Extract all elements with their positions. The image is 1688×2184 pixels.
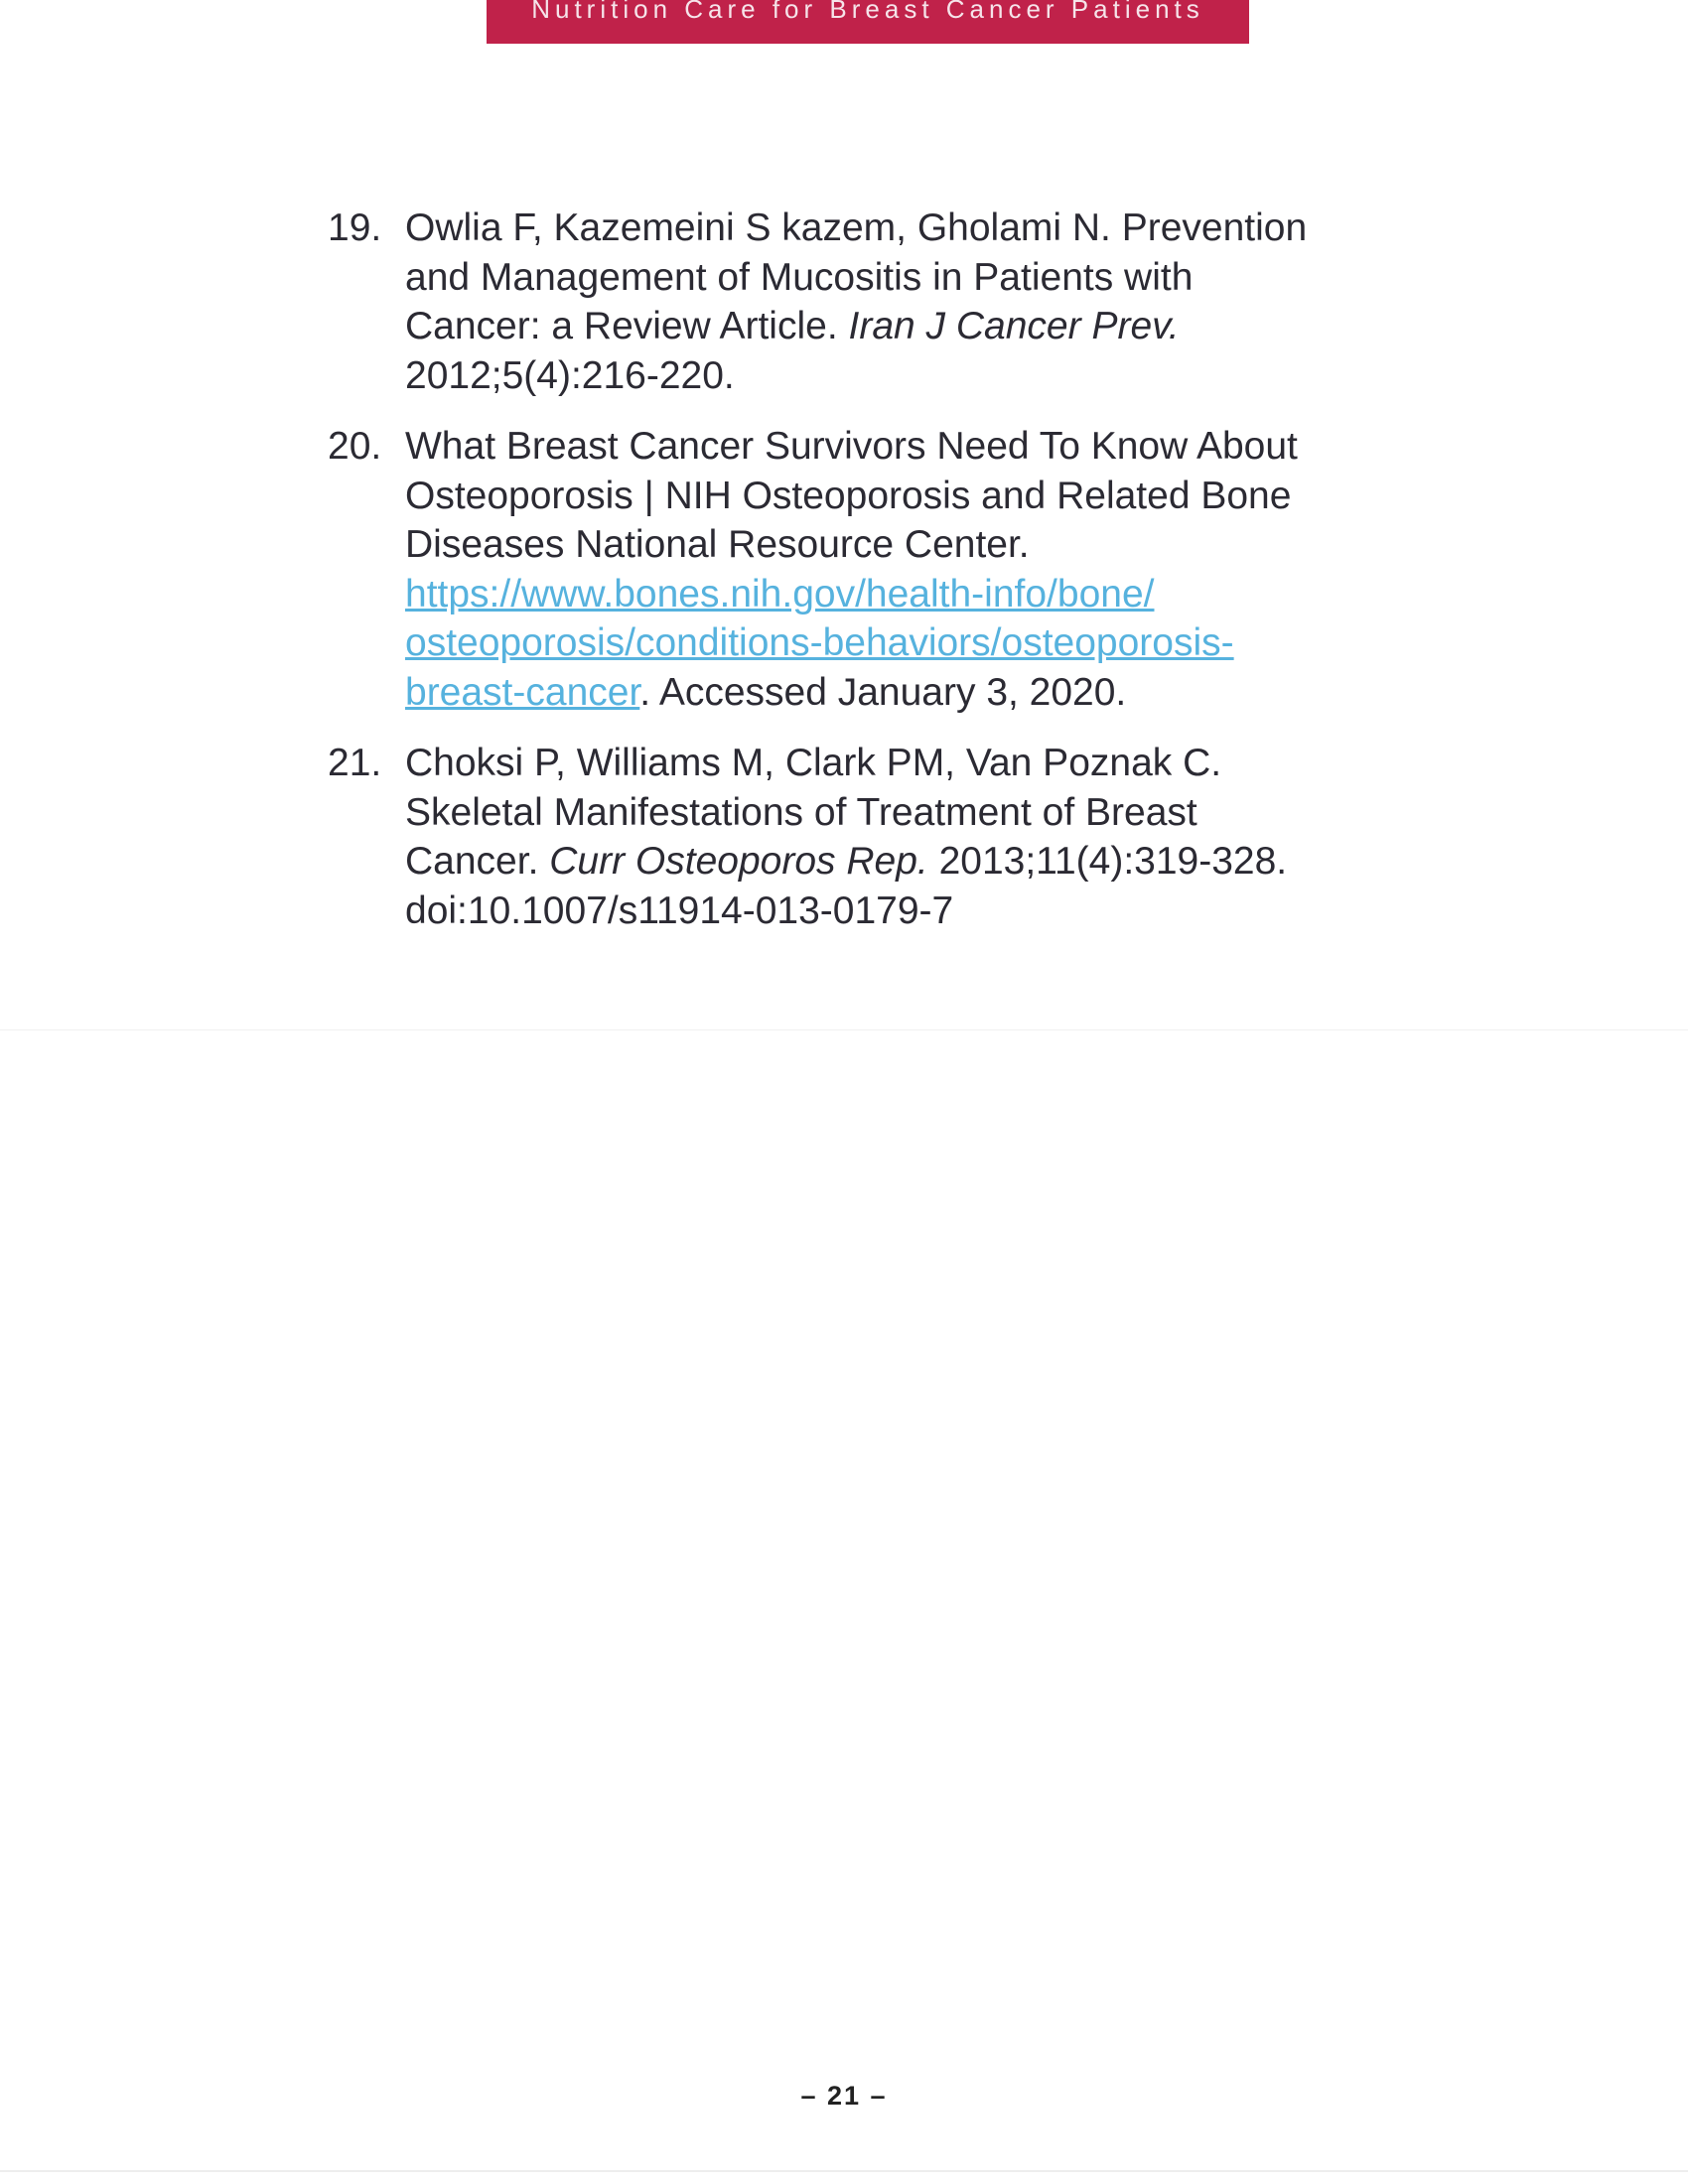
- scan-divider: [0, 1029, 1688, 1030]
- page-number: – 21 –: [800, 2081, 888, 2111]
- journal-name: Iran J Cancer Prev.: [848, 305, 1180, 347]
- reference-number: 20.: [328, 425, 382, 468]
- reference-item-20: [328, 422, 1380, 717]
- reference-line: Skeletal Manifestations of Treatment of Breast: [405, 790, 1197, 834]
- reference-text: [405, 422, 1380, 717]
- reference-url-line[interactable]: [405, 618, 1380, 668]
- reference-line: [405, 302, 1380, 351]
- reference-line: and Management of Mucositis in Patients with: [405, 255, 1194, 299]
- reference-line-text: Cancer.: [405, 840, 550, 883]
- reference-line: Diseases National Resource Center.: [405, 523, 1030, 566]
- reference-item-19: [328, 204, 1380, 400]
- running-header: [487, 0, 1249, 44]
- reference-url-line[interactable]: [405, 570, 1380, 619]
- running-header-title: Nutrition Care for Breast Cancer Patients: [531, 0, 1204, 24]
- reference-line: doi:10.1007/s11914-013-0179-7: [405, 888, 954, 932]
- reference-line-text: Cancer: a Review Article.: [405, 305, 849, 347]
- reference-url-link[interactable]: https://www.bones.nih.gov/health-info/bone/: [405, 572, 1155, 615]
- reference-url-line[interactable]: [405, 668, 1380, 718]
- reference-number: 19.: [328, 206, 382, 249]
- reference-line: 2012;5(4):216-220.: [405, 353, 735, 397]
- reference-list: [328, 204, 1380, 957]
- reference-line: Choksi P, Williams M, Clark PM, Van Poznak C.: [405, 742, 1222, 784]
- reference-url-link[interactable]: breast-cancer: [405, 670, 640, 714]
- reference-url-link[interactable]: osteoporosis/conditions-behaviors/osteoporosis-: [405, 621, 1234, 664]
- journal-name: Curr Osteoporos Rep.: [549, 840, 928, 883]
- reference-text: [405, 739, 1380, 935]
- reference-line: [405, 837, 1380, 887]
- reference-item-21: [328, 739, 1380, 935]
- reference-number: 21.: [328, 742, 382, 784]
- reference-line: Osteoporosis | NIH Osteoporosis and Related Bone: [405, 474, 1292, 517]
- reference-line: Owlia F, Kazemeini S kazem, Gholami N. Prevention: [405, 206, 1308, 249]
- reference-line-text: 2013;11(4):319-328.: [927, 840, 1288, 883]
- accessed-date-text: . Accessed January 3, 2020.: [639, 670, 1127, 714]
- reference-text: [405, 204, 1380, 400]
- page-bottom-edge: [0, 2170, 1688, 2172]
- reference-line: What Breast Cancer Survivors Need To Know About: [405, 425, 1298, 468]
